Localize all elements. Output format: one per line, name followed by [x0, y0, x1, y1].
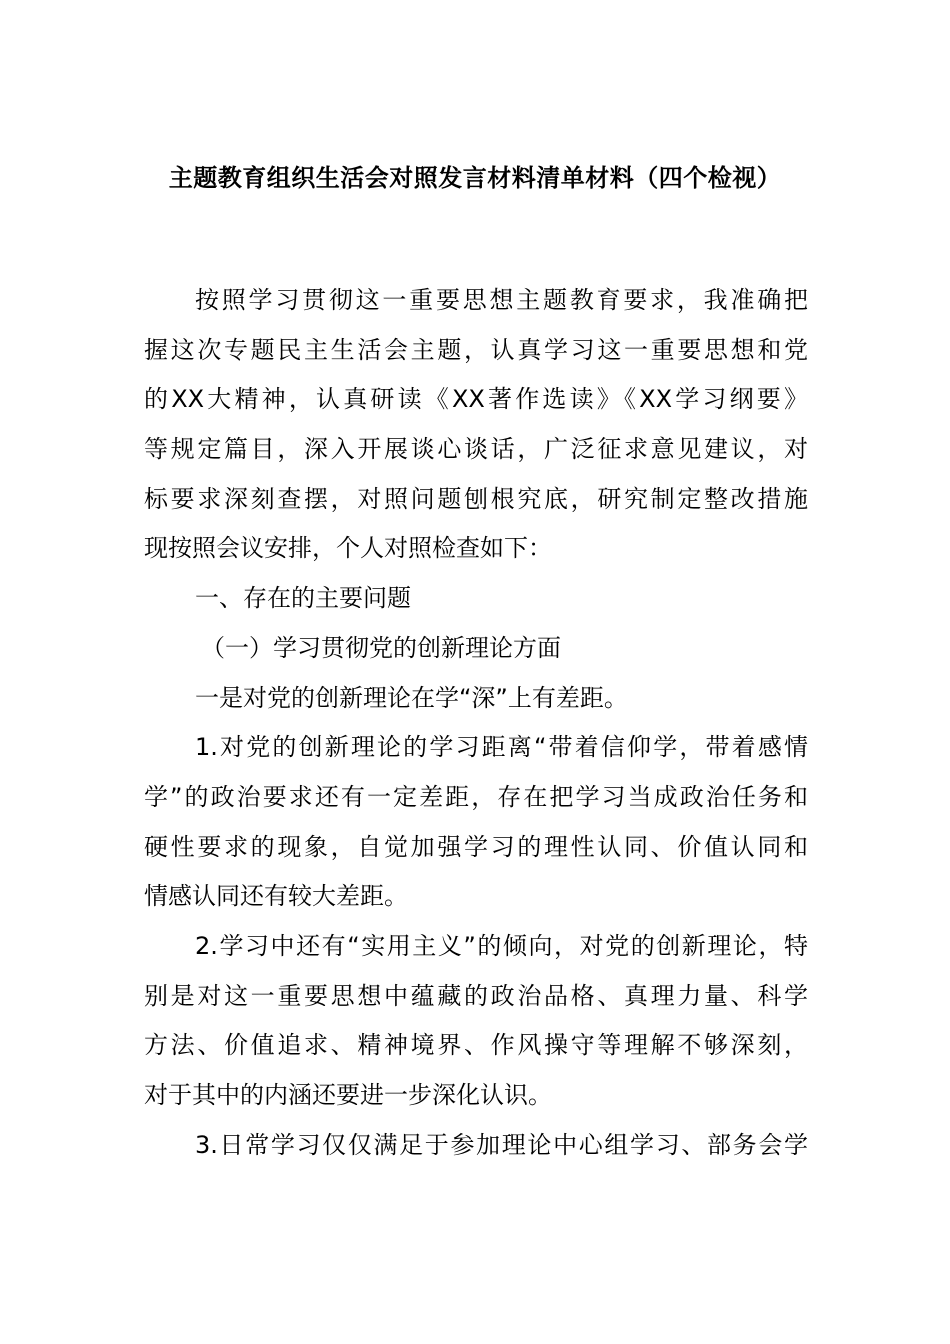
paragraph-line: 的XX大精神，认真研读《XX著作选读》《XX学习纲要》 — [144, 385, 808, 414]
paragraph-line: 情感认同还有较大差距。 — [144, 882, 408, 911]
paragraph-line: 标要求深刻查摆，对照问题刨根究底，研究制定整改措施 — [144, 484, 808, 513]
paragraph-line: 对于其中的内涵还要进一步深化认识。 — [144, 1081, 552, 1109]
document-body — [144, 276, 808, 1170]
paragraph-line: 3.日常学习仅仅满足于参加理论中心组学习、部务会学 — [195, 1130, 808, 1159]
paragraph-line: 别是对这一重要思想中蕴藏的政治品格、真理力量、科学 — [144, 981, 808, 1010]
paragraph-line: 1.对党的创新理论的学习距离“带着信仰学，带着感情 — [195, 733, 808, 762]
paragraph-line: 现按照会议安排，个人对照检查如下： — [144, 534, 552, 563]
paragraph-line: 学”的政治要求还有一定差距，存在把学习当成政治任务和 — [144, 782, 808, 811]
paragraph-line: 握这次专题民主生活会主题，认真学习这一重要思想和党 — [144, 335, 808, 364]
point-heading: 一是对党的创新理论在学“深”上有差距。 — [195, 683, 628, 712]
subsection-heading: （一）学习贯彻党的创新理论方面 — [201, 633, 561, 662]
section-heading: 一、存在的主要问题 — [195, 584, 411, 613]
paragraph-line: 硬性要求的现象，自觉加强学习的理性认同、价值认同和 — [144, 832, 808, 861]
paragraph-line: 2.学习中还有“实用主义”的倾向，对党的创新理论，特 — [195, 931, 808, 960]
paragraph-line: 等规定篇目，深入开展谈心谈话，广泛征求意见建议，对 — [144, 435, 808, 464]
paragraph-line: 方法、价值追求、精神境界、作风操守等理解不够深刻， — [144, 1031, 808, 1060]
document-title: 主题教育组织生活会对照发言材料清单材料（四个检视） — [168, 164, 782, 192]
paragraph-line: 按照学习贯彻这一重要思想主题教育要求，我准确把 — [195, 286, 808, 314]
